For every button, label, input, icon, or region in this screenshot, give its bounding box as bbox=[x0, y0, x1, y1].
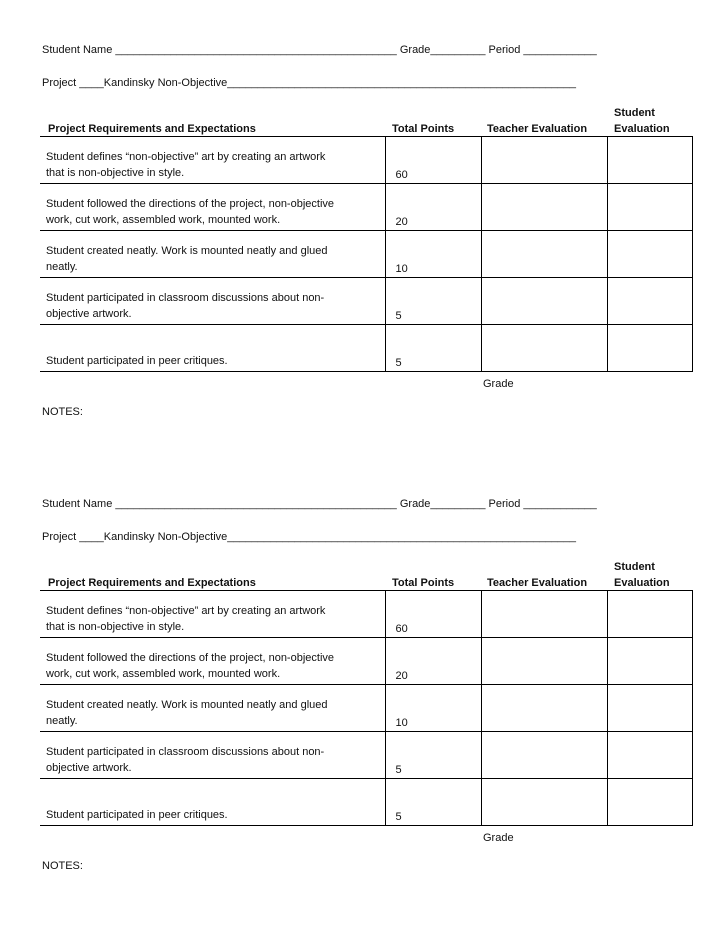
points-value: 60 bbox=[395, 169, 408, 181]
student-info-line: Student Name ______________________________________________ Grade_________ Period ____________ bbox=[42, 44, 597, 56]
requirement-cell bbox=[40, 779, 385, 826]
requirement-cell bbox=[40, 638, 385, 685]
points-cell bbox=[385, 184, 481, 231]
student-evaluation-cell[interactable] bbox=[607, 184, 692, 231]
student-evaluation-cell[interactable] bbox=[607, 779, 692, 826]
header-student-evaluation-line1: Student bbox=[614, 561, 655, 573]
header-total-points: Total Points bbox=[392, 123, 455, 135]
header-student-evaluation-line2: Evaluation bbox=[614, 123, 670, 135]
table-row bbox=[40, 591, 692, 638]
teacher-evaluation-cell[interactable] bbox=[481, 278, 607, 325]
header-student-evaluation-line1: Student bbox=[614, 107, 655, 119]
points-cell bbox=[385, 231, 481, 278]
teacher-evaluation-cell[interactable] bbox=[481, 184, 607, 231]
notes-label: NOTES: bbox=[42, 406, 83, 418]
header-student-evaluation-line2: Evaluation bbox=[614, 577, 670, 589]
table-row bbox=[40, 184, 692, 231]
header-teacher-evaluation: Teacher Evaluation bbox=[487, 123, 588, 135]
student-info-line: Student Name ______________________________________________ Grade_________ Period ____________ bbox=[42, 498, 597, 510]
table-row bbox=[40, 779, 692, 826]
table-row bbox=[40, 638, 692, 685]
points-value: 5 bbox=[395, 357, 402, 369]
table-row bbox=[40, 732, 692, 779]
points-value: 5 bbox=[395, 811, 402, 823]
requirement-text-line1: Student followed the directions of the project, non-objective bbox=[46, 198, 335, 210]
requirement-text-line1: Student created neatly. Work is mounted neatly and glued bbox=[46, 245, 328, 257]
teacher-evaluation-cell[interactable] bbox=[481, 732, 607, 779]
requirement-cell bbox=[40, 325, 385, 372]
requirement-text-line2: that is non-objective in style. bbox=[46, 167, 185, 179]
points-value: 5 bbox=[395, 310, 402, 322]
project-line: Project ____Kandinsky Non-Objective_________________________________________________________ bbox=[42, 77, 576, 89]
points-value: 10 bbox=[395, 717, 408, 729]
requirement-text-line1: Student defines “non-objective” art by creating an artwork bbox=[46, 151, 326, 163]
requirement-text-line1: Student created neatly. Work is mounted neatly and glued bbox=[46, 699, 328, 711]
rubric-table bbox=[40, 136, 693, 372]
requirement-text-line1: Student participated in classroom discussions about non- bbox=[46, 292, 325, 304]
table-row bbox=[40, 278, 692, 325]
header-total-points: Total Points bbox=[392, 577, 455, 589]
points-cell bbox=[385, 638, 481, 685]
header-requirements: Project Requirements and Expectations bbox=[48, 577, 256, 589]
requirement-text-line2: neatly. bbox=[46, 261, 78, 273]
student-evaluation-cell[interactable] bbox=[607, 231, 692, 278]
requirement-text-line2: Student participated in peer critiques. bbox=[46, 355, 228, 367]
header-requirements: Project Requirements and Expectations bbox=[48, 123, 256, 135]
notes-label: NOTES: bbox=[42, 860, 83, 872]
table-row bbox=[40, 685, 692, 732]
table-row bbox=[40, 325, 692, 372]
requirement-cell bbox=[40, 137, 385, 184]
requirement-text-line2: work, cut work, assembled work, mounted work. bbox=[46, 214, 281, 226]
points-value: 5 bbox=[395, 764, 402, 776]
rubric-table bbox=[40, 590, 693, 826]
student-evaluation-cell[interactable] bbox=[607, 732, 692, 779]
student-evaluation-cell[interactable] bbox=[607, 638, 692, 685]
requirement-text-line2: work, cut work, assembled work, mounted work. bbox=[46, 668, 281, 680]
requirement-cell bbox=[40, 278, 385, 325]
requirement-text-line2: neatly. bbox=[46, 715, 78, 727]
requirement-cell bbox=[40, 184, 385, 231]
requirement-text-line2: that is non-objective in style. bbox=[46, 621, 185, 633]
points-value: 60 bbox=[395, 623, 408, 635]
requirement-text-line2: objective artwork. bbox=[46, 308, 132, 320]
teacher-evaluation-cell[interactable] bbox=[481, 685, 607, 732]
grade-label: Grade bbox=[483, 832, 514, 844]
points-cell bbox=[385, 137, 481, 184]
requirement-text-line1: Student participated in classroom discussions about non- bbox=[46, 746, 325, 758]
requirement-text-line2: Student participated in peer critiques. bbox=[46, 809, 228, 821]
table-row bbox=[40, 231, 692, 278]
teacher-evaluation-cell[interactable] bbox=[481, 137, 607, 184]
student-evaluation-cell[interactable] bbox=[607, 325, 692, 372]
requirement-cell bbox=[40, 732, 385, 779]
requirement-text-line2: objective artwork. bbox=[46, 762, 132, 774]
student-evaluation-cell[interactable] bbox=[607, 685, 692, 732]
points-cell bbox=[385, 732, 481, 779]
points-cell bbox=[385, 591, 481, 638]
requirement-cell bbox=[40, 591, 385, 638]
teacher-evaluation-cell[interactable] bbox=[481, 231, 607, 278]
student-evaluation-cell[interactable] bbox=[607, 278, 692, 325]
requirement-text-line1: Student defines “non-objective” art by creating an artwork bbox=[46, 605, 326, 617]
points-cell bbox=[385, 779, 481, 826]
points-cell bbox=[385, 685, 481, 732]
grade-label: Grade bbox=[483, 378, 514, 390]
student-evaluation-cell[interactable] bbox=[607, 591, 692, 638]
teacher-evaluation-cell[interactable] bbox=[481, 779, 607, 826]
teacher-evaluation-cell[interactable] bbox=[481, 325, 607, 372]
points-value: 20 bbox=[395, 216, 408, 228]
points-cell bbox=[385, 278, 481, 325]
student-evaluation-cell[interactable] bbox=[607, 137, 692, 184]
teacher-evaluation-cell[interactable] bbox=[481, 638, 607, 685]
teacher-evaluation-cell[interactable] bbox=[481, 591, 607, 638]
table-row bbox=[40, 137, 692, 184]
requirement-cell bbox=[40, 231, 385, 278]
requirement-cell bbox=[40, 685, 385, 732]
points-value: 20 bbox=[395, 670, 408, 682]
header-teacher-evaluation: Teacher Evaluation bbox=[487, 577, 588, 589]
project-line: Project ____Kandinsky Non-Objective_________________________________________________________ bbox=[42, 531, 576, 543]
points-value: 10 bbox=[395, 263, 408, 275]
requirement-text-line1: Student followed the directions of the project, non-objective bbox=[46, 652, 335, 664]
points-cell bbox=[385, 325, 481, 372]
